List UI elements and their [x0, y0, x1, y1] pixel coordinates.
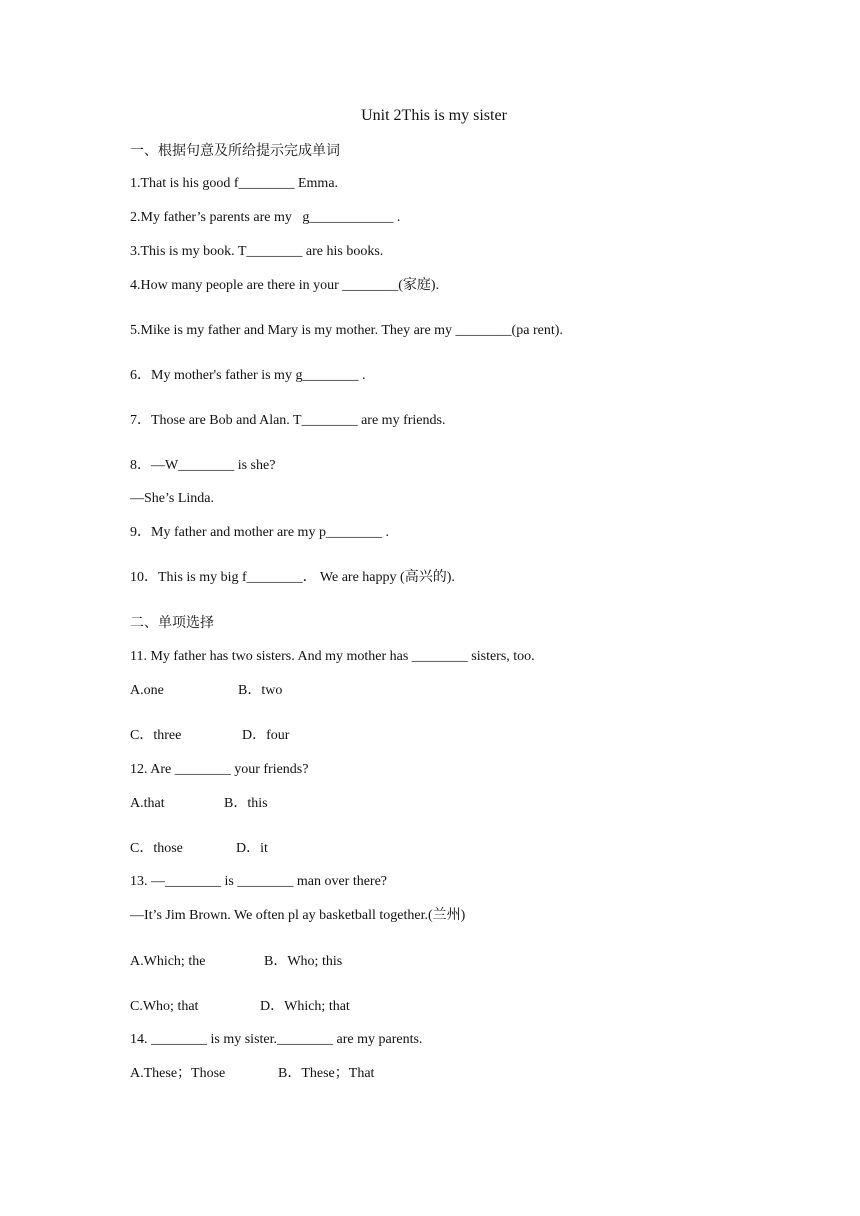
question-9: 9．My father and mother are my p________ . [130, 525, 389, 540]
section-2-heading: 二、单项选择 [130, 615, 214, 631]
question-14-option-a: A.These；Those [130, 1066, 226, 1081]
question-14-stem: 14. ________ is my sister.________ are my parents. [130, 1032, 423, 1047]
question-3: 3.This is my book. T________ are his books. [130, 244, 384, 259]
question-13-option-b: B．Who; this [264, 954, 343, 969]
question-8: 8．—W________ is she? [130, 458, 276, 473]
question-13-stem: 13. —________ is ________ man over there? [130, 874, 388, 889]
question-11-option-a: A.one [130, 683, 164, 698]
question-2: 2.My father’s parents are my g____________ . [130, 210, 401, 225]
question-11-option-d: D．four [242, 728, 290, 743]
question-13-option-a: A.Which; the [130, 954, 206, 969]
section-1-heading: 一、根据句意及所给提示完成单词 [130, 143, 340, 159]
question-4: 4.How many people are there in your ________(家庭). [130, 278, 440, 293]
question-13-option-c: C.Who; that [130, 999, 199, 1014]
question-11-option-c: C．three [130, 728, 182, 743]
page-title: Unit 2This is my sister [361, 107, 507, 124]
question-13-option-d: D．Which; that [260, 999, 350, 1014]
question-12-option-c: C．those [130, 841, 183, 856]
question-11-option-b: B．two [238, 683, 283, 698]
question-5: 5.Mike is my father and Mary is my mother. They are my ________(pa rent). [130, 323, 563, 338]
question-14-option-b: B．These；That [278, 1066, 375, 1081]
question-12-option-a: A.that [130, 796, 165, 811]
question-8-answer-line: —She’s Linda. [130, 491, 214, 506]
question-1: 1.That is his good f________ Emma. [130, 176, 339, 191]
question-11-stem: 11. My father has two sisters. And my mother has ________ sisters, too. [130, 649, 535, 664]
question-10: 10．This is my big f________． We are happy (高兴的). [130, 570, 455, 585]
question-12-stem: 12. Are ________ your friends? [130, 762, 309, 777]
question-13-stem-2: —It’s Jim Brown. We often pl ay basketball together.(兰州) [130, 908, 466, 923]
question-12-option-b: B．this [224, 796, 268, 811]
question-12-option-d: D．it [236, 841, 268, 856]
question-7: 7．Those are Bob and Alan. T________ are my friends. [130, 413, 446, 428]
question-6: 6．My mother's father is my g________ . [130, 368, 366, 383]
